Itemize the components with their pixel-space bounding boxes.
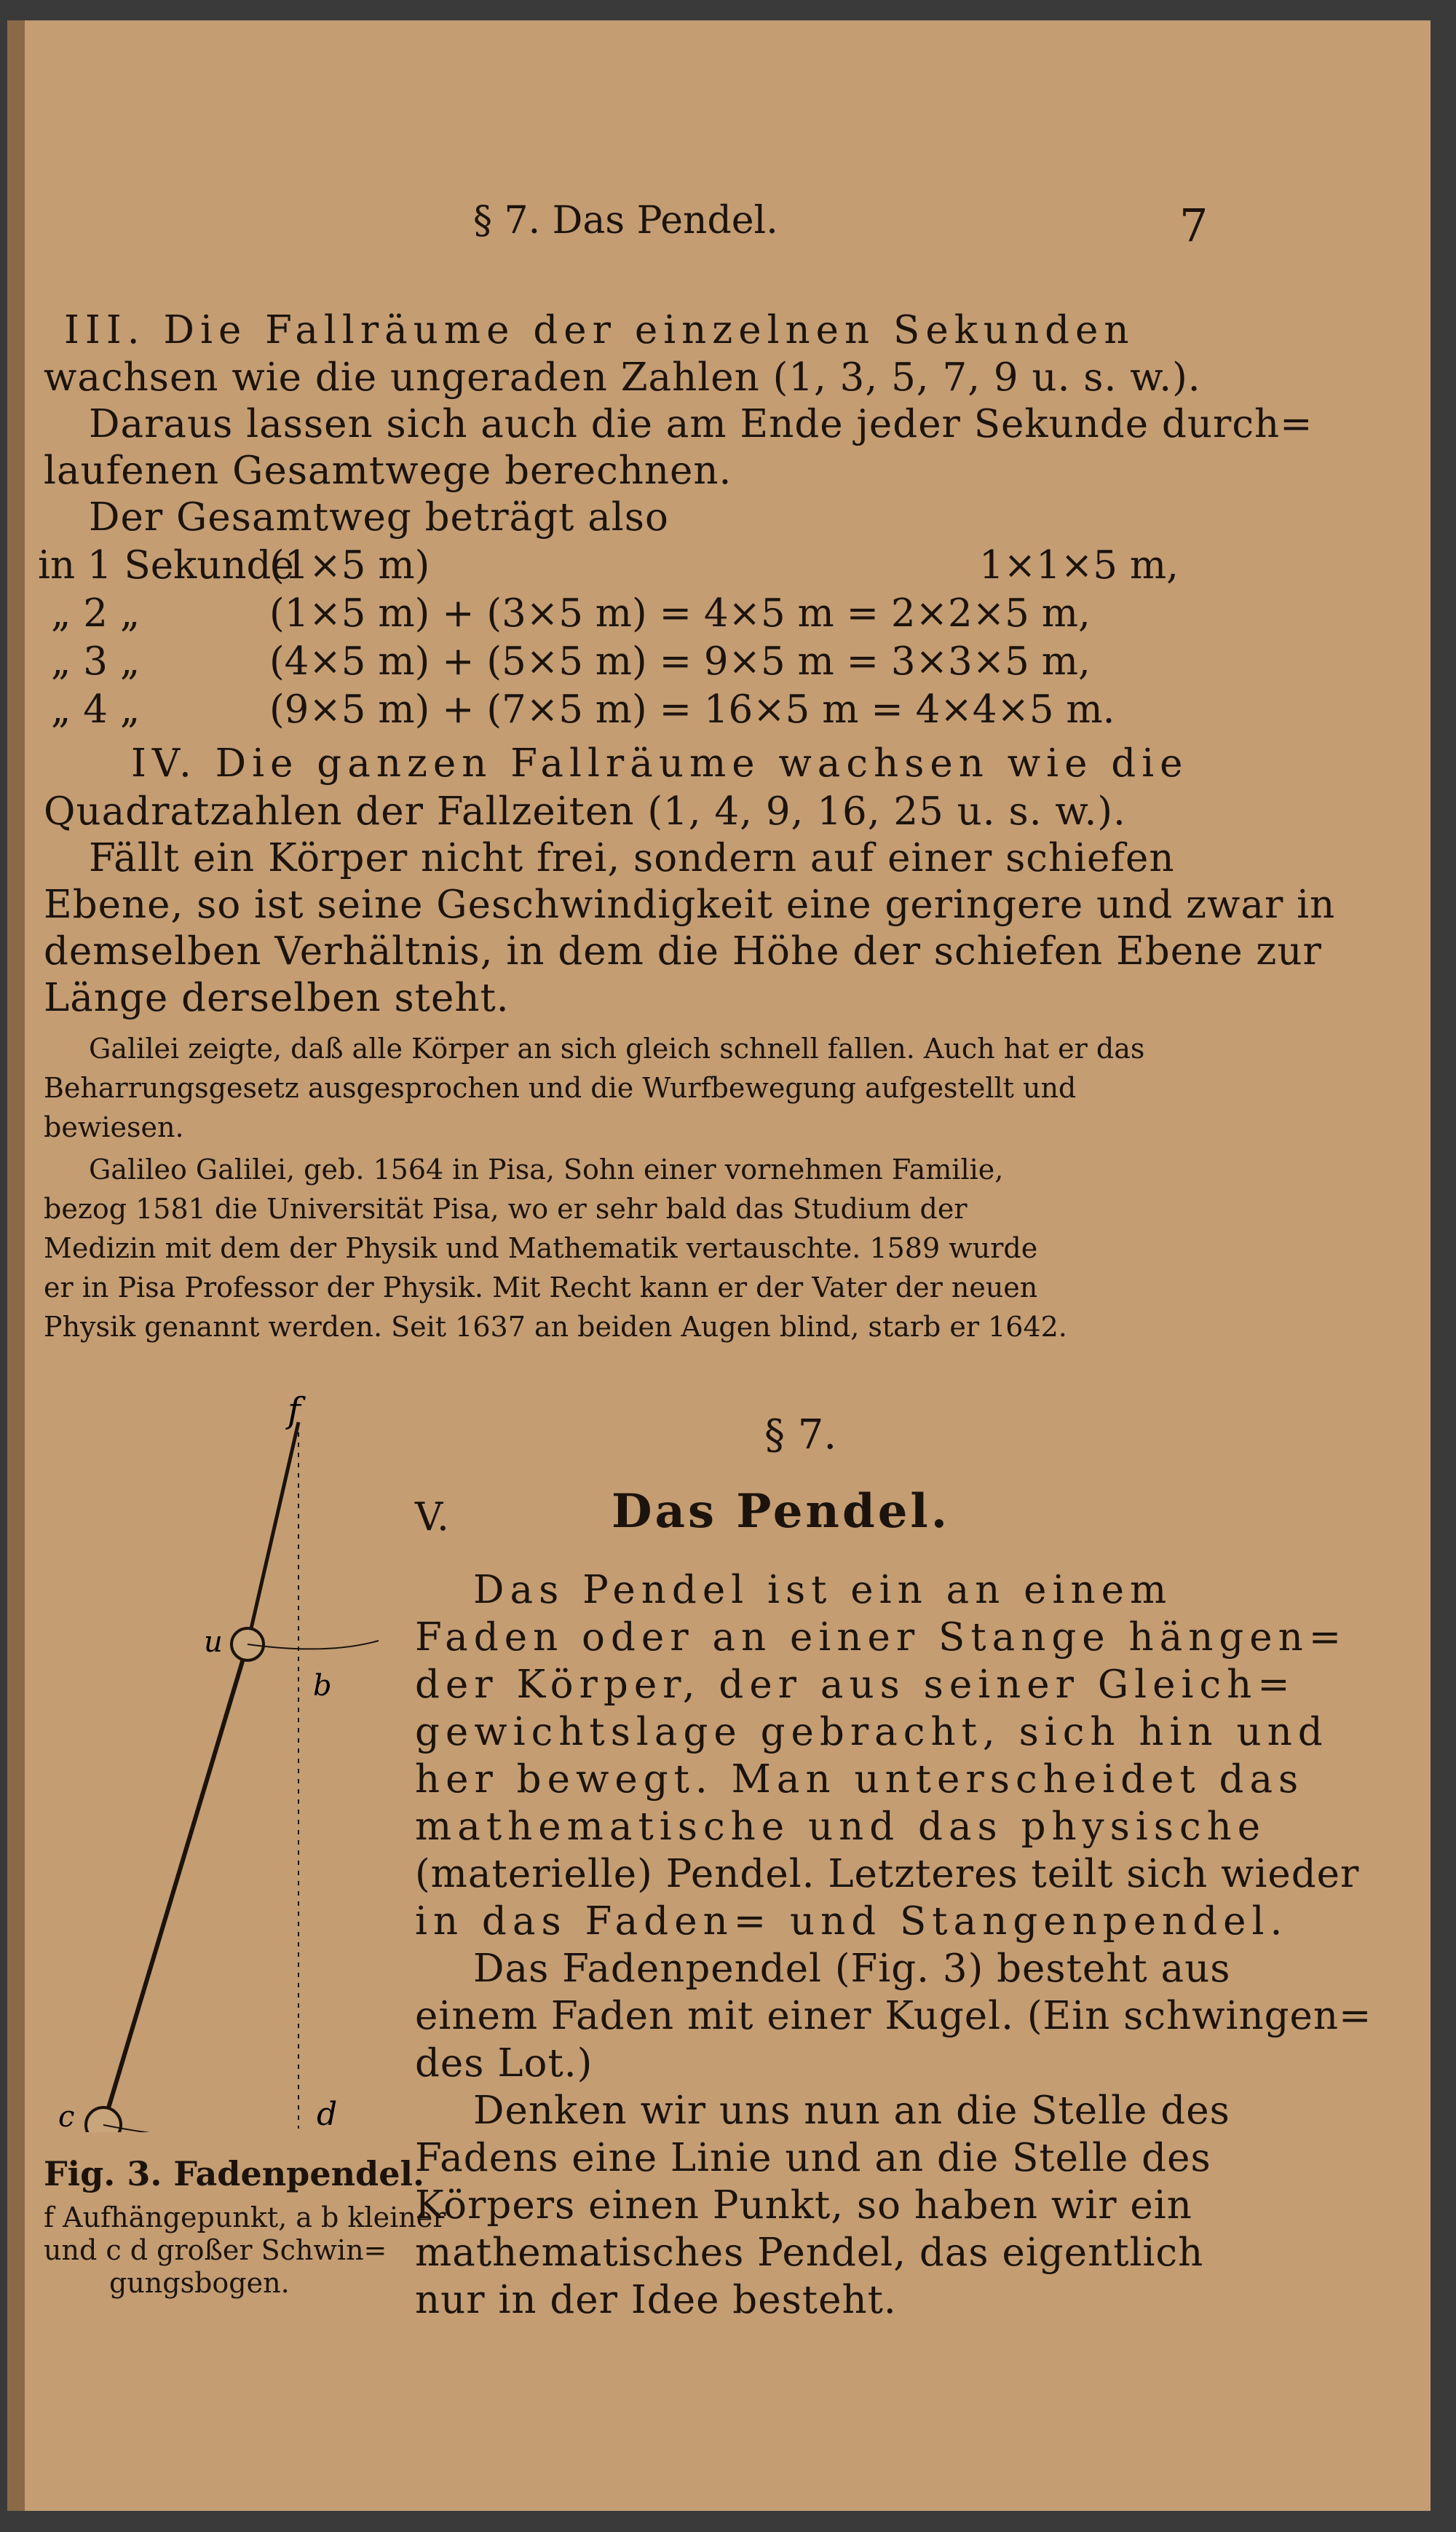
body-line: des Lot.) bbox=[415, 2041, 593, 2086]
note-galilei: Galilei zeigte, daß alle Körper an sich gleich schnell fallen. Auch hat er das bbox=[89, 1033, 1145, 1065]
label-f: f bbox=[288, 1390, 301, 1431]
rule3-line: Der Gesamtweg beträgt also bbox=[89, 495, 669, 540]
rule3-line: III. Die Fallräume der einzelnen Sekunden bbox=[64, 308, 1135, 352]
body-line: mathematische und das physische bbox=[415, 1805, 1267, 1849]
body-line: in das Faden= und Stangenpendel. bbox=[415, 1899, 1289, 1944]
table-time: „ 3 „ bbox=[51, 639, 141, 684]
rule4-line: demselben Verhältnis, in dem die Höhe der schiefen Ebene zur bbox=[44, 929, 1322, 974]
section-number: § 7. bbox=[764, 1411, 837, 1459]
rule4-line: Länge derselben steht. bbox=[44, 976, 510, 1020]
table-time: „ 4 „ bbox=[51, 687, 141, 732]
book-page bbox=[7, 20, 1431, 2511]
section-title: Das Pendel. bbox=[612, 1484, 950, 1539]
page-number: 7 bbox=[1179, 199, 1208, 252]
figure-caption-line: gungsbogen. bbox=[109, 2267, 290, 2299]
body-line: gewichtslage gebracht, sich hin und bbox=[415, 1710, 1329, 1754]
label-d: d bbox=[317, 2096, 338, 2132]
page-gutter bbox=[7, 20, 25, 2511]
body-line: Das Pendel ist ein an einem bbox=[473, 1568, 1173, 1612]
body-line: Fadens eine Linie und an die Stelle des bbox=[415, 2136, 1211, 2180]
label-u: u bbox=[204, 1625, 223, 1659]
note-biography: Physik genannt werden. Seit 1637 an beiden Augen blind, starb er 1642. bbox=[44, 1311, 1067, 1343]
rule3-line: Daraus lassen sich auch die am Ende jeder Sekunde durch= bbox=[89, 402, 1313, 446]
rule4-line: Fällt ein Körper nicht frei, sondern auf einer schiefen bbox=[89, 836, 1175, 880]
body-line: Denken wir uns nun an die Stelle des bbox=[473, 2089, 1230, 2133]
pendulum-thread bbox=[103, 1644, 248, 2125]
rule4-line: Quadratzahlen der Fallzeiten (1, 4, 9, 16, 25 u. s. w.). bbox=[44, 789, 1126, 834]
table-expr: (4×5 m) + (5×5 m) = 9×5 m = 3×3×5 m, bbox=[269, 639, 1091, 684]
body-line: Faden oder an einer Stange hängen= bbox=[415, 1615, 1348, 1660]
small-swing-thread bbox=[248, 1422, 298, 1644]
table-expr: (9×5 m) + (7×5 m) = 16×5 m = 4×4×5 m. bbox=[269, 687, 1115, 732]
note-biography: Galileo Galilei, geb. 1564 in Pisa, Sohn einer vornehmen Familie, bbox=[89, 1153, 1004, 1186]
table-expr: (1×5 m) bbox=[269, 543, 430, 588]
large-arc-cd bbox=[103, 2125, 306, 2132]
rule3-line: laufenen Gesamtwege berechnen. bbox=[44, 449, 732, 493]
note-biography: bezog 1581 die Universität Pisa, wo er sehr bald das Studium der bbox=[44, 1193, 968, 1225]
table-result: 1×1×5 m, bbox=[979, 543, 1179, 588]
figure-caption-line: f Aufhängepunkt, a b kleiner bbox=[44, 2201, 446, 2233]
rule3-line: wachsen wie die ungeraden Zahlen (1, 3, 5, 7, 9 u. s. w.). bbox=[44, 355, 1201, 400]
body-line: Körpers einen Punkt, so haben wir ein bbox=[415, 2183, 1192, 2228]
body-line: nur in der Idee besteht. bbox=[415, 2278, 897, 2322]
rule4-line: Ebene, so ist seine Geschwindigkeit eine geringere und zwar in bbox=[44, 883, 1336, 927]
pendulum-figure bbox=[51, 1389, 430, 2132]
running-header-title: § 7. Das Pendel. bbox=[473, 199, 778, 242]
note-galilei: Beharrungsgesetz ausgesprochen und die Wurfbewegung aufgestellt und bbox=[44, 1072, 1077, 1104]
note-galilei: bewiesen. bbox=[44, 1111, 184, 1143]
note-biography: Medizin mit dem der Physik und Mathematik vertauschte. 1589 wurde bbox=[44, 1232, 1038, 1264]
note-biography: er in Pisa Professor der Physik. Mit Recht kann er der Vater der neuen bbox=[44, 1271, 1038, 1304]
body-line: einem Faden mit einer Kugel. (Ein schwingen= bbox=[415, 1994, 1372, 2038]
label-c: c bbox=[58, 2100, 75, 2132]
rule4-line: IV. Die ganzen Fallräume wachsen wie die bbox=[131, 741, 1189, 786]
body-line: Das Fadenpendel (Fig. 3) besteht aus bbox=[473, 1947, 1231, 1991]
small-arc-ab bbox=[248, 1641, 379, 1649]
body-line: der Körper, der aus seiner Gleich= bbox=[415, 1663, 1296, 1707]
body-line: mathematisches Pendel, das eigentlich bbox=[415, 2231, 1204, 2275]
label-b: b bbox=[313, 1669, 332, 1703]
table-time: in 1 Sekunde bbox=[38, 543, 294, 588]
body-line: (materielle) Pendel. Letzteres teilt sich wieder bbox=[415, 1852, 1360, 1896]
table-time: „ 2 „ bbox=[51, 591, 141, 636]
table-expr: (1×5 m) + (3×5 m) = 4×5 m = 2×2×5 m, bbox=[269, 591, 1091, 636]
figure-caption-title: Fig. 3. Fadenpendel. bbox=[44, 2154, 424, 2193]
pendulum-bob-lower bbox=[86, 2107, 121, 2132]
body-line: her bewegt. Man unterscheidet das bbox=[415, 1757, 1305, 1802]
figure-caption-line: und c d großer Schwin= bbox=[44, 2234, 387, 2266]
section-roman: V. bbox=[415, 1495, 450, 1539]
